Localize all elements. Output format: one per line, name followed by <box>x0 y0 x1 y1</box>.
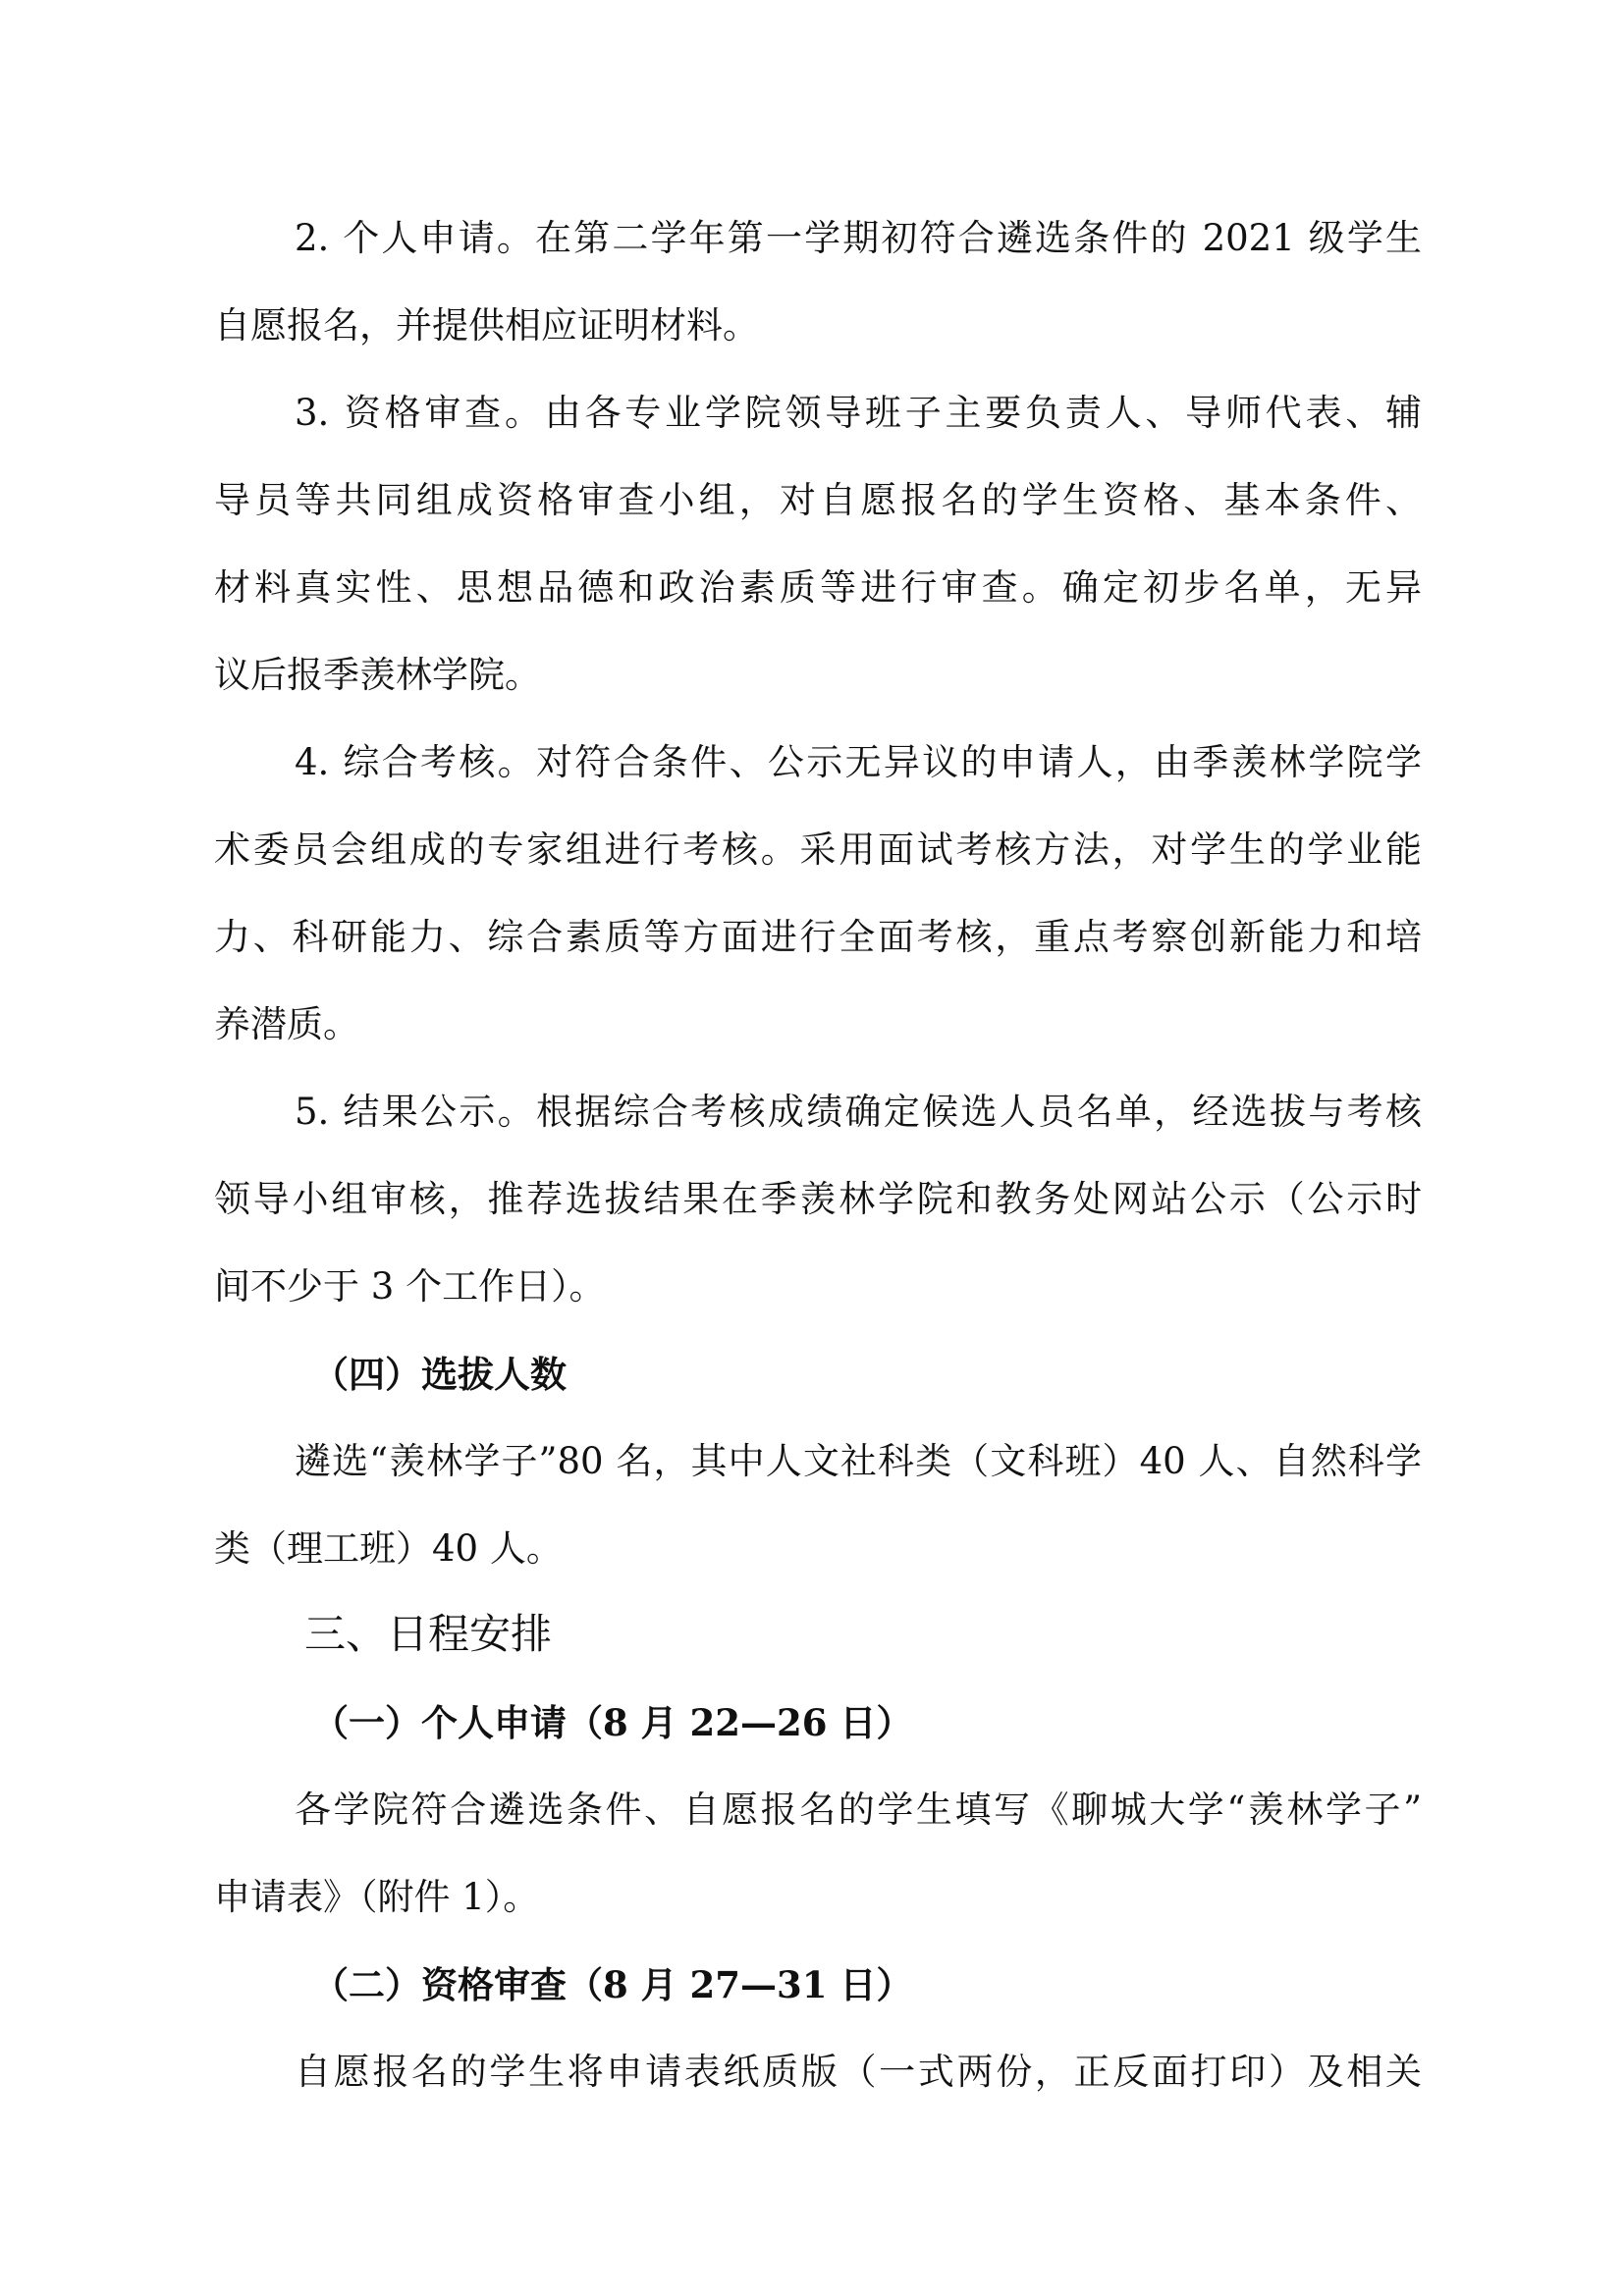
sub2-heading: （二）资格审查（8 月 27—31 日） <box>312 1963 913 2006</box>
p2-line-1: 3. 资格审查。由各专业学院领导班子主要负责人、导师代表、辅 <box>295 392 1422 434</box>
p4-line-1: 5. 结果公示。根据综合考核成绩确定候选人员名单，经选拔与考核 <box>295 1091 1422 1133</box>
p2-line-2: 导员等共同组成资格审查小组，对自愿报名的学生资格、基本条件、 <box>214 479 1422 521</box>
chapter-3-heading: 三、日程安排 <box>304 1610 553 1658</box>
sub2-line-1: 自愿报名的学生将申请表纸质版（一式两份，正反面打印）及相关 <box>295 2051 1422 2093</box>
p1-line-2: 自愿报名，并提供相应证明材料。 <box>214 304 759 347</box>
sub1-line-1: 各学院符合遴选条件、自愿报名的学生填写《聊城大学“羡林学子” <box>295 1789 1422 1831</box>
p3-line-3: 力、科研能力、综合素质等方面进行全面考核，重点考察创新能力和培 <box>214 916 1422 958</box>
p3-line-1: 4. 综合考核。对符合条件、公示无异议的申请人，由季羡林学院学 <box>295 741 1422 783</box>
section-4-heading: （四）选拔人数 <box>312 1353 567 1396</box>
p2-line-3: 材料真实性、思想品德和政治素质等进行审查。确定初步名单，无异 <box>214 566 1422 609</box>
p4-line-3: 间不少于 3 个工作日）。 <box>214 1265 606 1308</box>
section-4-line-2: 类（理工班）40 人。 <box>214 1527 563 1570</box>
sub1-line-2: 申请表》（附件 1）。 <box>214 1876 540 1918</box>
section-4-line-1: 遴选“羡林学子”80 名，其中人文社科类（文科班）40 人、自然科学 <box>295 1440 1422 1482</box>
p4-line-2: 领导小组审核，推荐选拔结果在季羡林学院和教务处网站公示（公示时 <box>214 1178 1422 1220</box>
p1-line-1: 2. 个人申请。在第二学年第一学期初符合遴选条件的 2021 级学生 <box>295 217 1422 259</box>
p3-line-4: 养潜质。 <box>214 1003 359 1045</box>
p2-line-4: 议后报季羡林学院。 <box>214 654 541 696</box>
sub1-heading: （一）个人申请（8 月 22—26 日） <box>312 1701 913 1744</box>
p3-line-2: 术委员会组成的专家组进行考核。采用面试考核方法，对学生的学业能 <box>214 828 1422 871</box>
